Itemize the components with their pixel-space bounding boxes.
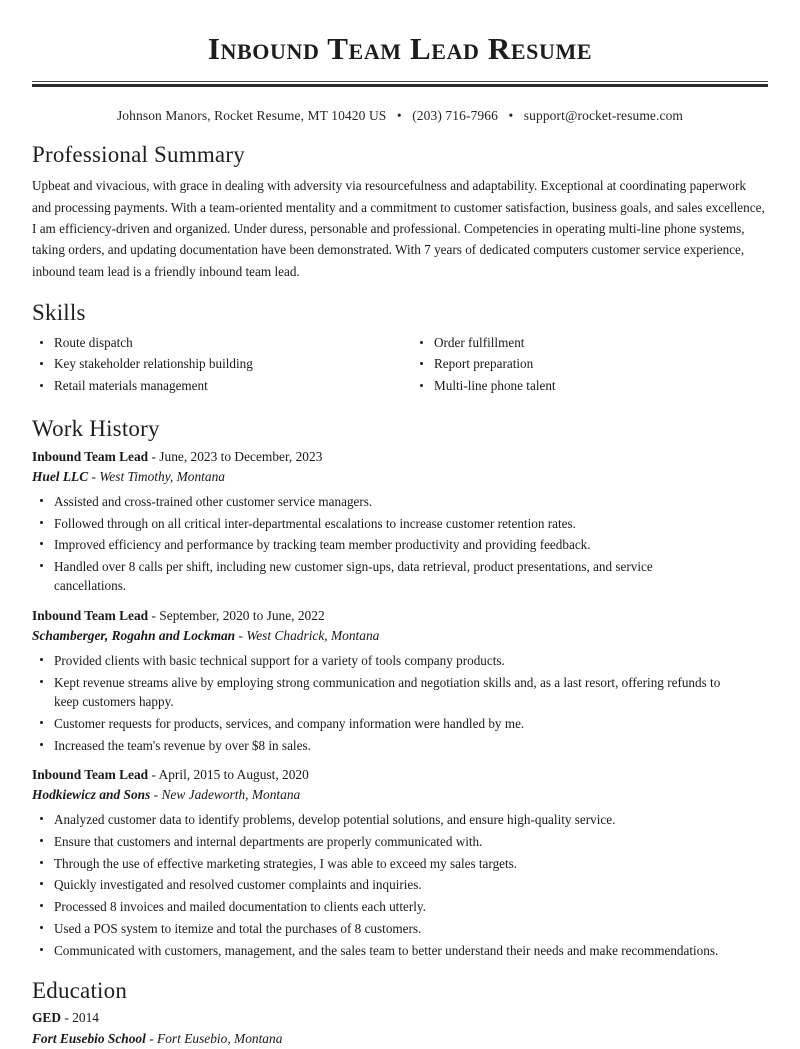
- job-separator: -: [151, 766, 156, 782]
- list-item: Retail materials management: [32, 377, 400, 394]
- education-school-line: [32, 1029, 768, 1049]
- list-item: Quickly investigated and resolved customer complaints and inquiries.: [32, 875, 768, 894]
- skills-columns: [32, 334, 768, 398]
- list-item: Order fulfillment: [412, 334, 768, 351]
- section-heading-skills: Skills: [32, 300, 86, 326]
- list-item: Kept revenue streams alive by employing strong communication and negotiation skills and, as a last resort, offering refunds to keep customers happy.: [32, 673, 768, 712]
- page-title: Inbound Team Lead Resume: [207, 31, 593, 66]
- contact-address: Johnson Manors, Rocket Resume, MT 10420 US: [116, 107, 387, 123]
- job-header-line: [32, 765, 768, 785]
- job-separator: -: [153, 786, 159, 802]
- job-company: Hodkiewicz and Sons: [32, 786, 151, 802]
- job-company-line: [32, 785, 768, 805]
- education-degree: GED: [32, 1010, 62, 1026]
- job-company: Schamberger, Rogahn and Lockman: [32, 627, 236, 643]
- education-year: 2014: [72, 1010, 99, 1026]
- contact-email: support@rocket-resume.com: [523, 107, 684, 123]
- divider-line-thick: [32, 84, 768, 87]
- job-title: Inbound Team Lead: [32, 607, 149, 623]
- list-item: Increased the team's revenue by over $8 in sales.: [32, 736, 768, 755]
- summary-paragraph: Upbeat and vivacious, with grace in dealing with adversity via resourcefulness and adaptability. Exceptional at coordinating paperwork and processing payments. With a team-oriented mentality and a commitment to customer satisfaction, business goals, and sales excellence, I am efficiency-driven and organized. Under duress, personable and professional. Competencies in operating multi-line phone systems, taking orders, and updating documentation have been demonstrated. With 7 years of dedicated computers customer service experience, inbound team lead is a friendly inbound team lead.: [32, 178, 765, 279]
- skills-column-left: [32, 334, 400, 398]
- list-item: Ensure that customers and internal departments are properly communicated with.: [32, 832, 768, 851]
- list-item: Route dispatch: [32, 334, 400, 351]
- job-company-line: [32, 467, 768, 487]
- job-title: Inbound Team Lead: [32, 766, 149, 782]
- skills-column-right: [400, 334, 768, 398]
- section-work-history: [32, 415, 768, 960]
- section-heading-education: Education: [32, 977, 128, 1003]
- list-item: Handled over 8 calls per shift, including new customer sign-ups, data retrieval, product presentations, and service cancellations.: [32, 557, 768, 596]
- job-responsibilities: [32, 810, 768, 960]
- list-item: Followed through on all critical inter-departmental escalations to increase customer retention rates.: [32, 514, 768, 533]
- list-item: Processed 8 invoices and mailed documentation to clients each utterly.: [32, 897, 768, 916]
- header-divider: [32, 81, 768, 87]
- job-separator: -: [91, 468, 96, 484]
- contact-info: [32, 108, 768, 124]
- job-location: New Jadeworth, Montana: [161, 786, 301, 802]
- section-heading-work-history: Work History: [32, 416, 160, 442]
- education-degree-line: [32, 1008, 768, 1028]
- job-separator: -: [151, 448, 156, 464]
- list-item: Customer requests for products, services, and company information were handled by me.: [32, 714, 768, 733]
- list-item: Key stakeholder relationship building: [32, 355, 400, 372]
- contact-phone: (203) 716-7966: [412, 107, 498, 123]
- list-item: Analyzed customer data to identify problems, develop potential solutions, and ensure high-quality service.: [32, 810, 768, 829]
- work-history-entry: [32, 447, 768, 596]
- section-professional-summary: [32, 141, 768, 282]
- job-dates: September, 2020 to June, 2022: [159, 607, 325, 623]
- job-responsibilities: [32, 492, 768, 596]
- job-location: West Chadrick, Montana: [246, 627, 380, 643]
- skills-list-right: [412, 334, 768, 394]
- education-school: Fort Eusebio School: [32, 1030, 146, 1046]
- section-skills: [32, 299, 768, 398]
- list-item: Provided clients with basic technical support for a variety of tools company products.: [32, 651, 768, 670]
- list-item: Assisted and cross-trained other customer service managers.: [32, 492, 768, 511]
- job-company-line: [32, 626, 768, 646]
- list-item: Communicated with customers, management, and the sales team to better understand their needs and make recommendations.: [32, 941, 768, 960]
- skills-list-left: [32, 334, 400, 394]
- list-item: Through the use of effective marketing strategies, I was able to exceed my sales targets.: [32, 854, 768, 873]
- job-title: Inbound Team Lead: [32, 448, 149, 464]
- education-separator: -: [64, 1010, 69, 1026]
- education-location: Fort Eusebio, Montana: [157, 1030, 283, 1046]
- list-item: Multi-line phone talent: [412, 377, 768, 394]
- job-dates: June, 2023 to December, 2023: [159, 448, 323, 464]
- section-education: [32, 977, 768, 1049]
- work-history-entry: [32, 765, 768, 960]
- work-history-entry: [32, 606, 768, 755]
- job-responsibilities: [32, 651, 768, 755]
- contact-separator-2: •: [508, 107, 514, 123]
- list-item: Used a POS system to itemize and total the purchases of 8 customers.: [32, 919, 768, 938]
- job-separator: -: [151, 607, 156, 623]
- contact-separator-1: •: [396, 107, 402, 123]
- job-header-line: [32, 606, 768, 626]
- list-item: Report preparation: [412, 355, 768, 372]
- education-entry: [32, 1008, 768, 1048]
- section-heading-summary: Professional Summary: [32, 141, 245, 167]
- job-location: West Timothy, Montana: [99, 468, 225, 484]
- job-separator: -: [238, 627, 243, 643]
- list-item: Improved efficiency and performance by tracking team member productivity and providing feedback.: [32, 535, 768, 554]
- job-dates: April, 2015 to August, 2020: [158, 766, 309, 782]
- education-separator: -: [149, 1030, 154, 1046]
- job-header-line: [32, 447, 768, 467]
- job-company: Huel LLC: [32, 468, 89, 484]
